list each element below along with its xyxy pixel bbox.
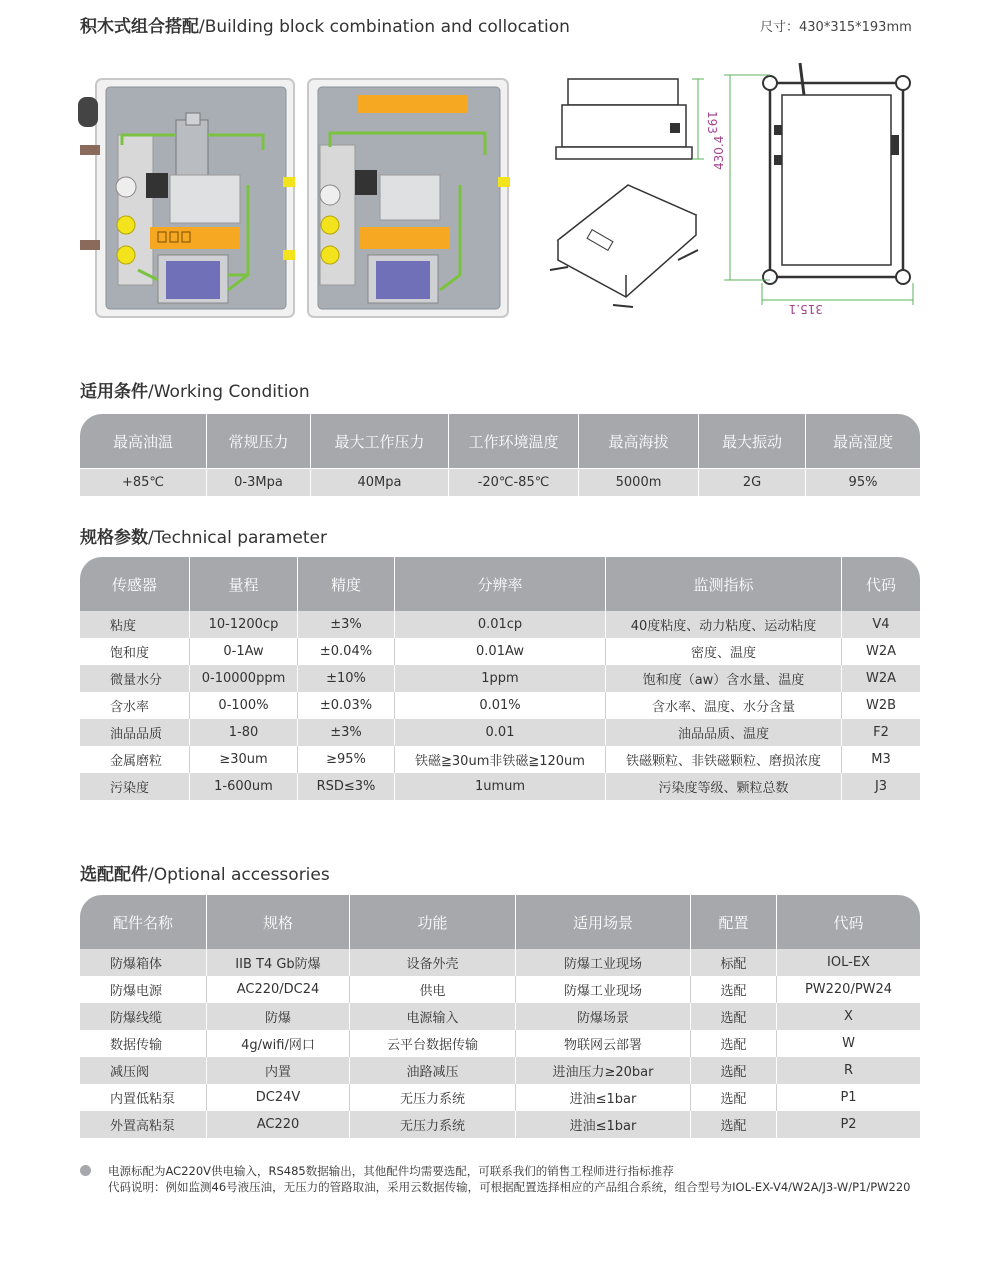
header-cell: 配件名称 [80,895,207,949]
table-cell: 5000m [579,469,699,496]
header-cell: 最高海拔 [579,414,699,468]
connector-icon [80,240,100,250]
table-row [80,638,920,665]
title-cn: 适用条件 [80,382,148,402]
table-cell: 40Mpa [311,469,449,496]
table-cell: 选配 [691,1057,777,1084]
header-cell: 规格 [207,895,350,949]
table-row [80,1111,920,1138]
table-cell: 云平台数据传输 [350,1030,516,1057]
motor-icon [146,173,168,198]
table-cell: 无压力系统 [350,1084,516,1111]
sensor-port [320,185,340,205]
table-row [80,773,920,800]
assembly-illustration-left [78,75,298,320]
header-cell: 量程 [190,557,298,611]
section-title-optional-accessories [80,860,330,885]
section-title-technical-parameter [80,523,327,548]
table-cell: 污染度 [80,773,190,800]
table-cell: IOL-EX [827,955,870,970]
header-cell: 最高湿度 [832,432,893,451]
table-cell: P1 [840,1090,857,1105]
table-cell: IIB T4 Gb防爆 [207,949,350,976]
title-en: /Optional accessories [148,865,330,885]
table-cell: 0-3Mpa [207,469,311,496]
sensor-column [320,145,355,285]
terminal-block [360,227,450,249]
table-cell: RSD≤3% [298,773,395,800]
yellow-sensor-icon [117,246,135,264]
dim-height-label: 193 [705,111,719,134]
table-cell: +85℃ [80,469,207,496]
side-connector-icon [283,177,295,187]
table-cell: ±3% [298,719,395,746]
dimension-drawings [548,55,918,320]
section-title-working-condition [80,377,310,402]
table-cell: 含水率 [80,692,190,719]
table-header [80,895,920,949]
motor-icon [355,170,377,195]
table-cell: 选配 [691,1030,777,1057]
title-en: /Technical parameter [148,528,327,548]
table-cell: 选配 [691,1003,777,1030]
table-cell: J3 [874,779,888,794]
table-row [80,469,920,496]
side-connector-icon [498,177,510,187]
table-header [80,557,920,611]
table-cell: V4 [872,617,890,632]
table-cell: -20℃-85℃ [449,469,579,496]
table-cell: 防爆电源 [80,976,207,1003]
table-cell: 进油≤1bar [516,1111,691,1138]
table-cell: 防爆工业现场 [516,976,691,1003]
header-cell: 代码 [865,575,896,594]
table-cell: 0.01 [395,719,606,746]
table-cell: DC24V [207,1084,350,1111]
table-cell: R [843,1063,854,1078]
table-row [80,949,920,976]
header-cell: 最高油温 [80,414,207,468]
table-body [80,611,920,800]
table-cell: 铁磁≧30um非铁磁≧120um [395,746,606,773]
table-cell: ≥30um [190,746,298,773]
table-cell: 防爆 [207,1003,350,1030]
table-row [80,1003,920,1030]
table-row [80,611,920,638]
table-cell: W2B [865,698,897,713]
dim-length-label: 430.4 [712,135,726,170]
table-cell: 选配 [691,1111,777,1138]
title-cn: 规格参数 [80,528,148,548]
table-cell: 油品品质、温度 [606,719,842,746]
table-cell: 含水率、温度、水分含量 [606,692,842,719]
table-row [80,746,920,773]
table-cell: 饱和度（aw）含水量、温度 [606,665,842,692]
table-cell: 选配 [691,1084,777,1111]
note-line-1: 电源标配为AC220V供电输入，RS485数据输出，其他配件均需要选配，可联系我们的销售工程师进行指标推荐 [108,1164,674,1178]
table-cell: 2G [699,469,806,496]
header-cell: 适用场景 [516,895,691,949]
power-module [376,261,430,299]
header-cell: 配置 [691,895,777,949]
header-cell: 工作环境温度 [449,414,579,468]
technical-parameter-table [80,557,920,800]
table-cell: 选配 [691,976,777,1003]
table-row [80,976,920,1003]
table-cell: 电源输入 [350,1003,516,1030]
side-connector-icon [283,250,295,260]
table-cell: 金属磨粒 [80,746,190,773]
optional-accessories-table [80,895,920,1138]
table-cell: 1ppm [395,665,606,692]
table-body [80,949,920,1138]
table-cell: W2A [865,671,897,686]
table-cell: 密度、温度 [606,638,842,665]
table-cell: 10-1200cp [190,611,298,638]
perspective-view-drawing [550,185,698,307]
yellow-sensor-icon [321,216,339,234]
table-cell: 数据传输 [80,1030,207,1057]
header-cell: 监测指标 [606,557,842,611]
table-cell: 饱和度 [80,638,190,665]
table-cell: W2A [865,644,897,659]
table-cell: M3 [871,752,891,767]
header-cell: 最大工作压力 [311,414,449,468]
table-cell: AC220/DC24 [207,976,350,1003]
table-cell: 进油压力≥20bar [516,1057,691,1084]
table-row [80,1057,920,1084]
table-cell: ±10% [298,665,395,692]
dim-width-label: 315.1 [788,302,823,316]
table-cell: 4g/wifi/网口 [207,1030,350,1057]
header-cell: 精度 [298,557,395,611]
table-cell: 标配 [691,949,777,976]
table-cell: 防爆工业现场 [516,949,691,976]
table-row [80,1030,920,1057]
table-cell: 0-100% [190,692,298,719]
electronics-board [170,175,240,223]
table-cell: 40度粘度、动力粘度、运动粘度 [606,611,842,638]
table-cell: 0.01cp [395,611,606,638]
header-cell: 最大振动 [699,414,806,468]
table-cell: 0-1Aw [190,638,298,665]
table-cell: 内置低粘泵 [80,1084,207,1111]
table-cell: AC220 [207,1111,350,1138]
table-cell: 油路减压 [350,1057,516,1084]
table-cell: 防爆线缆 [80,1003,207,1030]
note-bullet-icon [80,1165,91,1176]
table-cell: 0.01% [395,692,606,719]
yellow-sensor-icon [321,246,339,264]
size-label: 尺寸：430*315*193mm [760,20,912,35]
table-row [80,692,920,719]
table-cell: 防爆箱体 [80,949,207,976]
table-cell: 微量水分 [80,665,190,692]
side-view-drawing [556,79,704,159]
table-cell: 内置 [207,1057,350,1084]
title-cn: 积木式组合搭配 [80,17,199,37]
table-cell: P2 [840,1117,857,1132]
table-cell: 铁磁颗粒、非铁磁颗粒、磨损浓度 [606,746,842,773]
table-cell: 供电 [350,976,516,1003]
title-en: /Building block combination and collocation [199,17,570,37]
table-cell: ±3% [298,611,395,638]
terminal-block [150,227,240,249]
title-en: /Working Condition [148,382,310,402]
header-cell: 分辨率 [395,557,606,611]
pump-cap [186,113,200,125]
assembly-illustration-right [300,75,520,320]
header-cell: 常规压力 [207,414,311,468]
header-cell: 代码 [833,913,864,932]
pump-housing [176,120,208,175]
header-cell: 功能 [350,895,516,949]
table-cell: 粘度 [80,611,190,638]
table-cell: 0-10000ppm [190,665,298,692]
title-cn: 选配配件 [80,865,148,885]
yellow-sensor-icon [117,216,135,234]
table-cell: 进油≤1bar [516,1084,691,1111]
table-cell: 1-600um [190,773,298,800]
table-cell: F2 [873,725,889,740]
table-cell: 油品品质 [80,719,190,746]
table-cell: PW220/PW24 [804,982,893,997]
table-cell: ±0.03% [298,692,395,719]
table-cell: 防爆场景 [516,1003,691,1030]
sensor-port [116,177,136,197]
table-row [80,719,920,746]
header-cell: 传感器 [80,557,190,611]
table-row [80,665,920,692]
table-cell: X [844,1009,853,1024]
working-condition-table [80,414,920,496]
table-header [80,414,920,468]
table-cell: 减压阀 [80,1057,207,1084]
top-view-drawing [724,63,913,305]
terminal-rail [358,95,468,113]
connector-icon [80,145,100,155]
table-cell: 无压力系统 [350,1111,516,1138]
table-row [80,1084,920,1111]
table-cell: W [842,1036,855,1051]
table-cell: 95% [848,475,878,490]
table-cell: 1umum [395,773,606,800]
table-cell: 1-80 [190,719,298,746]
table-cell: 0.01Aw [395,638,606,665]
electronics-board [380,175,440,220]
power-module [166,261,220,299]
table-cell: 外置高粘泵 [80,1111,207,1138]
cable-gland-icon [78,97,98,127]
table-cell: 设备外壳 [350,949,516,976]
table-cell: ≥95% [298,746,395,773]
table-cell: 污染度等级、颗粒总数 [606,773,842,800]
note-line-2: 代码说明：例如监测46号液压油，无压力的管路取油，采用云数据传输，可根据配置选择相应的产品组合系统，组合型号为IOL-EX-V4/W2A/J3-W/P1/PW220 [108,1180,911,1194]
table-cell: 物联网云部署 [516,1030,691,1057]
table-cell: ±0.04% [298,638,395,665]
section-title-building-block [80,12,570,37]
